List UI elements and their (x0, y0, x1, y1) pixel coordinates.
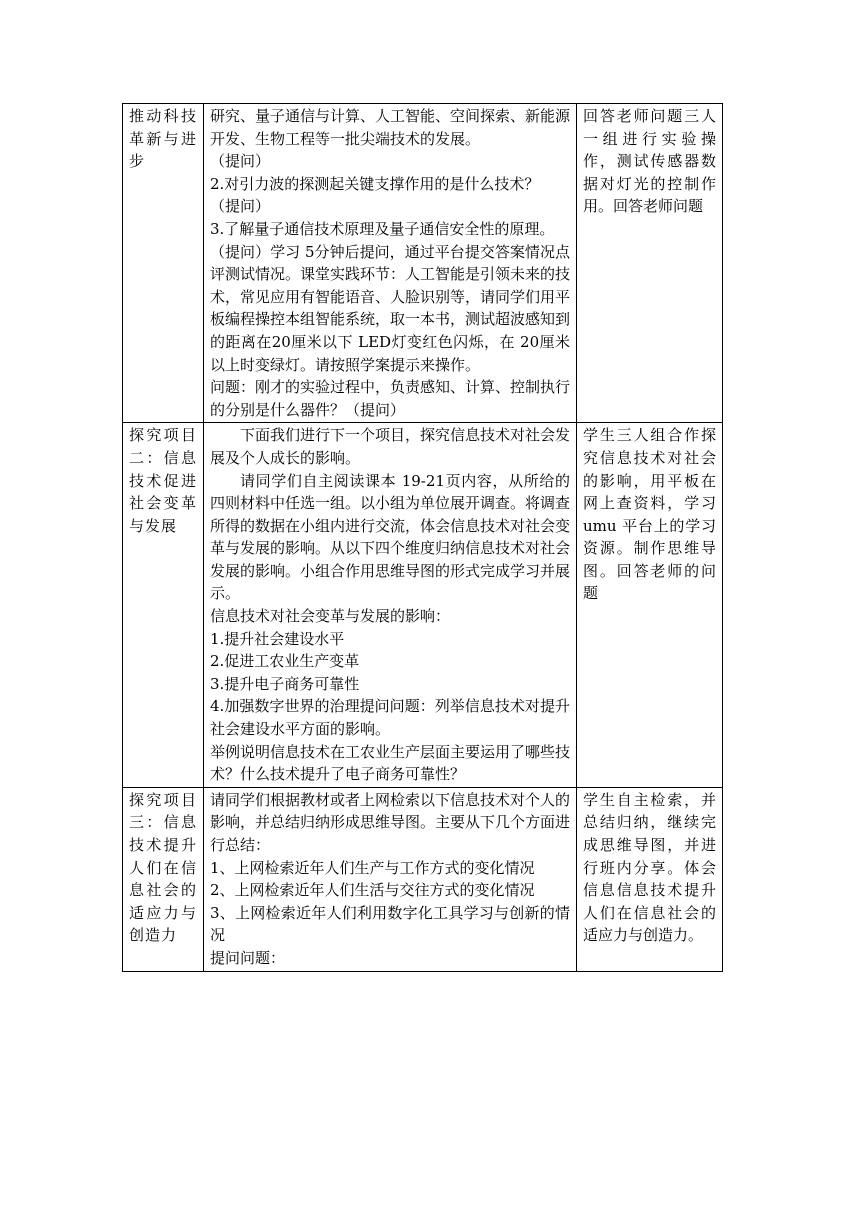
topic-text: 探究项目二：信息技术促进社会变革与发展 (129, 426, 197, 535)
student-cell (577, 423, 723, 788)
activity-cell (204, 787, 577, 971)
activity-paragraph: 4.加强数字世界的治理提问问题：列举信息技术对提升社会建设水平方面的影响。 (210, 697, 570, 739)
topic-cell (123, 787, 204, 971)
student-text: 学生自主检索，并总结归纳，继续完成思维导图，并进行班内分享。体会信息信息技术提升人们在信息社会的适应力与创造力。 (583, 790, 716, 945)
activity-paragraph: 3.了解量子通信技术原理及量子通信安全性的原理。 (210, 219, 555, 238)
student-cell (577, 104, 723, 423)
student-text: 学生三人组合作探究信息技术对社会的影响，用平板在网上查资料，学习 umu 平台上的学习资源。制作思维导图。回答老师的问题 (583, 426, 716, 603)
topic-text: 推动科技革新与进步 (129, 107, 197, 171)
activity-paragraph: 信息技术对社会变革与发展的影响： (210, 607, 451, 626)
student-text: 回答老师问题三人一组进行实验操作，测试传感器数据对灯光的控制作用。回答老师问题 (583, 107, 716, 216)
activity-cell (204, 104, 577, 423)
activity-paragraph: 2.促进工农业生产变革 (210, 652, 360, 671)
table-row (123, 423, 723, 788)
activity-paragraph: 2、上网检索近年人们生活与交往方式的变化情况 (210, 881, 535, 900)
topic-text: 探究项目三：信息技术提升人们在信息社会的适应力与创造力 (129, 790, 197, 945)
activity-paragraph: 3、上网检索近年人们利用数字化工具学习与创新的情况 (210, 903, 570, 945)
activity-paragraph: 举例说明信息技术在工农业生产层面主要运用了哪些技术？什么技术提升了电子商务可靠性？ (210, 742, 571, 784)
activity-paragraph: 请同学们自主阅读课本 19-21页内容，从所给的四则材料中任选一组。以小组为单位展开调查。将调查所得的数据在小组内进行交流，体会信息技术对社会变革与发展的影响。从以下四个维度归纳信息技术对社会发展的影响。小组合作用思维导图的形式完成学习并展示。 (210, 471, 571, 603)
activity-paragraph: 问题：刚才的实验过程中，负责感知、计算、控制执行的分别是什么器件？（提问） (210, 378, 571, 419)
activity-paragraph: （提问） (210, 197, 271, 216)
activity-paragraph: 提问问题： (210, 948, 286, 967)
activity-paragraph: 1、上网检索近年人们生产与工作方式的变化情况 (210, 858, 535, 877)
table-row (123, 104, 723, 423)
topic-cell (123, 423, 204, 788)
activity-paragraph: 1.提升社会建设水平 (210, 629, 345, 648)
lesson-plan-table (122, 103, 723, 972)
activity-paragraph: 2.对引力波的探测起关键支撑作用的是什么技术？ (210, 174, 540, 193)
activity-paragraph: 研究、量子通信与计算、人工智能、空间探索、新能源开发、生物工程等一批尖端技术的发展。 (210, 107, 571, 148)
student-cell (577, 787, 723, 971)
topic-cell (123, 104, 204, 423)
activity-cell (204, 423, 577, 788)
activity-paragraph: （提问）学习 5分钟后提问，通过平台提交答案情况点评测试情况。课堂实践环节：人工智能是引领未来的技术，常见应用有智能语音、人脸识别等，请同学们用平板编程操控本组智能系统，取一本书，测试超波感知到的距离在20厘米以下 LED灯变红色闪烁，在 20厘米以上时变绿灯。请按照学案提示来操作。 (210, 242, 571, 374)
activity-paragraph: 下面我们进行下一个项目，探究信息技术对社会发展及个人成长的影响。 (210, 426, 571, 467)
activity-paragraph: 3.提升电子商务可靠性 (210, 674, 360, 693)
activity-paragraph: 请同学们根据教材或者上网检索以下信息技术对个人的影响，并总结归纳形成思维导图。主要从下几个方面进行总结： (210, 790, 571, 854)
activity-paragraph: （提问） (210, 152, 271, 171)
table-row (123, 787, 723, 971)
